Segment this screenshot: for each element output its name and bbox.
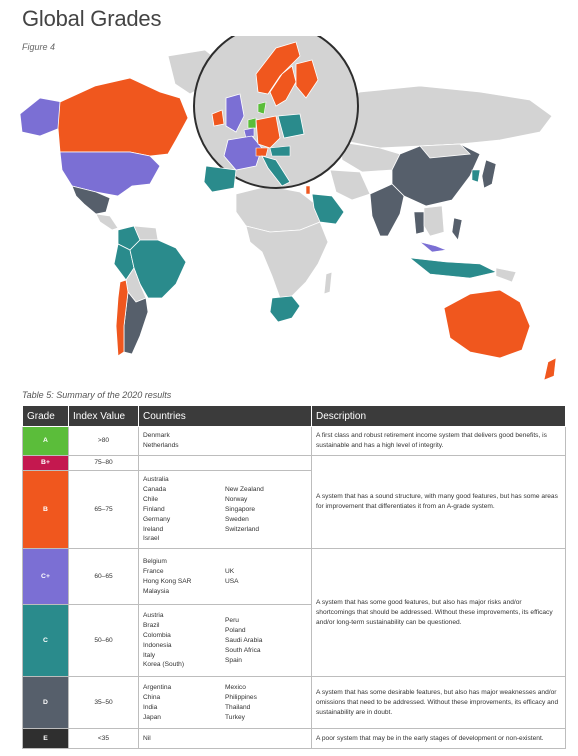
grade-cell: B: [23, 471, 69, 549]
countries-cell: [139, 549, 312, 605]
country: Thailand: [225, 703, 251, 711]
col-header-description: Description: [312, 406, 566, 427]
country: Israel: [143, 535, 160, 543]
map-korea: [472, 170, 480, 182]
description-cell: A system that has a sound structure, with many good features, but has some areas for improvement that differentiates it from an A-grade system.: [312, 456, 566, 549]
index-cell: 50–60: [69, 605, 139, 677]
index-cell: 35–50: [69, 677, 139, 729]
map-malaysia: [420, 242, 446, 252]
country: Germany: [143, 515, 171, 523]
grade-cell: A: [23, 427, 69, 456]
country: Malaysia: [143, 587, 170, 595]
map-central-africa: [246, 222, 328, 298]
description-cell: A first class and robust retirement income system that delivers good benefits, is sustainable and has a high level of integrity.: [312, 427, 566, 456]
index-cell: 75–80: [69, 456, 139, 471]
country: Indonesia: [143, 641, 172, 649]
country: Denmark: [143, 432, 170, 440]
country: France: [143, 567, 164, 575]
country: Switzerland: [225, 525, 260, 533]
map-netherlands: [248, 118, 256, 128]
page-title: Global Grades: [22, 6, 162, 31]
countries-cell: [139, 427, 312, 456]
table-row-cplus: [23, 549, 566, 605]
countries-cell: [139, 471, 312, 549]
map-madagascar: [324, 272, 332, 294]
table-caption: Table 5: Summary of the 2020 results: [22, 390, 172, 400]
map-philippines: [452, 218, 462, 240]
country: UK: [225, 567, 235, 575]
country: Austria: [143, 612, 164, 620]
map-indonesia: [410, 258, 496, 278]
index-cell: 65–75: [69, 471, 139, 549]
col-header-index: Index Value: [69, 406, 139, 427]
map-israel: [306, 186, 310, 194]
table-row-d: [23, 677, 566, 729]
country: Poland: [225, 626, 246, 634]
map-alaska: [20, 98, 62, 136]
map-australia: [444, 290, 530, 358]
country: Colombia: [143, 631, 171, 639]
table-row-a: [23, 427, 566, 456]
country: Turkey: [225, 713, 245, 721]
country: South Africa: [225, 646, 261, 654]
country: Nil: [143, 734, 151, 742]
map-central-america: [96, 214, 118, 230]
country: India: [143, 703, 158, 711]
map-spain: [204, 166, 236, 192]
country: New Zealand: [225, 486, 264, 494]
country: Korea (South): [143, 661, 185, 669]
country: Australia: [143, 476, 169, 484]
index-cell: 60–65: [69, 549, 139, 605]
country: Brazil: [143, 621, 160, 629]
world-grades-map: [0, 36, 578, 390]
country: Finland: [143, 505, 165, 513]
index-cell: <35: [69, 729, 139, 749]
country: Netherlands: [143, 442, 179, 449]
country: Argentina: [143, 683, 172, 691]
map-south-africa: [270, 296, 300, 322]
grade-cell: C+: [23, 549, 69, 605]
countries-cell: [139, 605, 312, 677]
grade-cell: E: [23, 729, 69, 749]
map-switzerland: [256, 148, 268, 156]
countries-cell: [139, 677, 312, 729]
description-cell: A poor system that may be in the early stages of development or non-existent.: [312, 729, 566, 749]
description-cell: A system that has some desirable features, but also has major weaknesses and/or omissions that need to be addressed. Without these improvements, its efficacy and sustainability are in doubt.: [312, 677, 566, 729]
figure-label: Figure 4: [22, 42, 56, 52]
description-cell: A system that has some good features, but also has major risks and/or shortcomings that should be addressed. Without these improvements, its efficacy and/or long-term sustainability can be questioned.: [312, 549, 566, 677]
map-canada: [58, 78, 188, 156]
map-new-zealand: [544, 358, 556, 380]
country: Sweden: [225, 515, 249, 523]
grade-cell: C: [23, 605, 69, 677]
col-header-countries: Countries: [139, 406, 312, 427]
country: Italy: [143, 651, 156, 659]
country: Philippines: [225, 693, 257, 701]
index-cell: >80: [69, 427, 139, 456]
map-iran-region: [330, 170, 370, 200]
table-header-row: [23, 406, 566, 427]
table-row-bplus: [23, 456, 566, 471]
map-thailand: [414, 212, 424, 234]
country: Belgium: [143, 557, 167, 565]
country: Hong Kong SAR: [143, 577, 192, 585]
map-india: [370, 184, 404, 236]
country: Japan: [143, 713, 161, 721]
country: Chile: [143, 495, 159, 503]
map-indochina: [424, 206, 444, 236]
country: Saudi Arabia: [225, 636, 263, 644]
country: Singapore: [225, 505, 256, 513]
country: USA: [225, 577, 239, 585]
table-row-e: [23, 729, 566, 749]
results-table: [22, 405, 566, 749]
country: Spain: [225, 656, 242, 664]
country: Ireland: [143, 525, 164, 533]
grade-cell: B+: [23, 456, 69, 471]
map-japan: [482, 160, 496, 188]
countries-cell: [139, 456, 312, 471]
country: Mexico: [225, 683, 246, 691]
country: Peru: [225, 617, 239, 625]
country: China: [143, 693, 161, 701]
grade-cell: D: [23, 677, 69, 729]
country: Canada: [143, 485, 167, 493]
country: Norway: [225, 495, 248, 503]
map-png: [496, 268, 516, 282]
countries-cell: [139, 729, 312, 749]
col-header-grade: Grade: [23, 406, 69, 427]
map-austria: [270, 146, 290, 156]
